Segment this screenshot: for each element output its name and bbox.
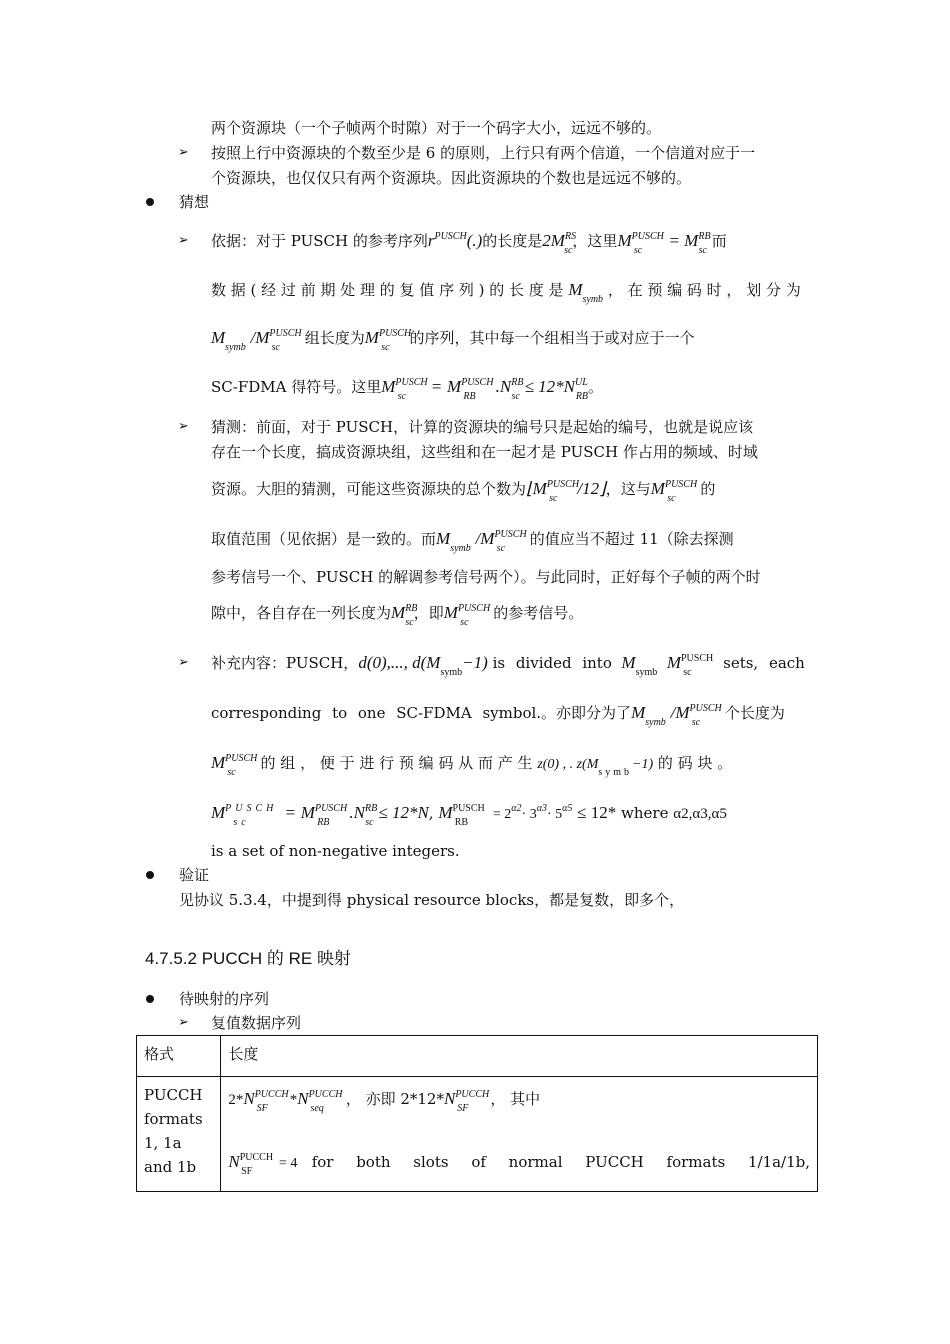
header-cell-length: 长度 — [221, 1036, 818, 1077]
bullet-heading: 验证 — [179, 866, 210, 884]
arrow-bullet-icon: ➢ — [178, 419, 189, 434]
supplement-line-1: 补充内容：PUSCH，d(0),..., $d(M_{symb}-1)$ is divided into $M_{symb}$ $M^{PUSCH}_{sc}$ sets, each — [211, 653, 805, 678]
supplement-line-2: corresponding to one SC-FDMA symbol.。亦即分为了$M_{symb}$ $/M^{PUSCH}_{sc}$ 个长度为 — [211, 703, 785, 728]
text-line: 个资源块，也仅仅只有两个资源块。因此资源块的个数也是远远不够的。 — [211, 169, 692, 187]
table-header-row — [137, 1036, 818, 1077]
format-cell: PUCCH formats 1, 1a and 1b — [137, 1077, 221, 1192]
speculation-line: 存在一个长度，搞成资源块组，这些组和在一起才是 PUSCH 作占用的频域、时域 — [211, 443, 758, 461]
format-length-table — [136, 1035, 818, 1192]
bullet-heading: 待映射的序列 — [179, 990, 270, 1008]
basis-line-4: SC-FDMA 得符号。这里$M^{PUSCH}_{sc} = M^{PUSCH}_{RB}.N^{RB}_{sc} \le 12*N^{UL}_{RB}$。 — [211, 377, 604, 402]
basis-line-2: 数 据 ( 经 过 前 期 处 理 的 复 值 序 列 ) 的 长 度 是 $M_{symb}$ ， 在 预 编 码 时 ， 划 分 为 — [211, 280, 801, 305]
speculation-line: 猜测：前面，对于 PUSCH，计算的资源块的编号只是起始的编号，也就是说应该 — [211, 418, 754, 436]
speculation-line-6: 隙中，各自存在一列长度为$M^{RB}_{sc}$，即$M^{PUSCH}_{sc}$ 的参考信号。 — [211, 603, 584, 628]
bullet-dot-icon — [146, 198, 154, 206]
text-line: 两个资源块（一个子帧两个时隙）对于一个码字大小，远远不够的。 — [211, 119, 662, 137]
sub-bullet-text: 复值数据序列 — [211, 1014, 302, 1032]
supplement-line-5: is a set of non-negative integers. — [211, 842, 460, 860]
verify-text: 见协议 5.3.4，中提到得 physical resource blocks，都是复数，即多个， — [179, 891, 685, 909]
speculation-line-3: 资源。大胆的猜测，可能这些资源块的总个数为$⌊M^{PUSCH}_{sc}/12⌋$，这与$M^{PUSCH}_{sc}$ 的 — [211, 479, 716, 504]
header-cell-format: 格式 — [137, 1036, 221, 1077]
arrow-bullet-icon: ➢ — [178, 655, 189, 670]
bullet-dot-icon — [146, 995, 154, 1003]
text-line: 按照上行中资源块的个数至少是 6 的原则，上行只有两个信道，一个信道对应于一 — [211, 144, 756, 162]
arrow-bullet-icon: ➢ — [178, 1015, 189, 1030]
supplement-line-4: $M^{PUSCH}_{sc} = M^{PUSCH}_{RB}.N^{RB}_{sc} \le 12*N$, $M^{PUSCH}_{RB} = 2^{\alpha 2}\cdot 3^{\alpha 3}\cdot 5^{\alpha 5} \le 12*$ where α2,α3,α5 — [211, 803, 727, 828]
bullet-dot-icon — [146, 871, 154, 879]
length-formula: $2*N^{PUCCH}_{SF}*N^{PUCCH}_{seq}$， 亦即 $2*12*N^{PUCCH}_{SF}$， 其中 — [228, 1089, 541, 1114]
table-row — [137, 1077, 818, 1192]
length-note: $N^{PUCCH}_{SF} = 4$ for both slots of normal PUCCH formats 1/1a/1b, — [228, 1152, 810, 1177]
arrow-bullet-icon: ➢ — [178, 233, 189, 248]
section-heading: 4.7.5.2 PUCCH 的 RE 映射 — [145, 949, 351, 968]
supplement-line-3: $M^{PUSCH}_{sc}$ 的 组 ， 便 于 进 行 预 编 码 从 而 产 生 z(0) , . $z(M_{symb}-1)$ 的 码 块 。 — [211, 753, 733, 778]
basis-line-3: $M_{symb}$ $/M^{PUSCH}_{sc}$ 组长度为$M^{PUSCH}_{sc}$的序列，其中每一个组相当于或对应于一个 — [211, 328, 695, 353]
length-cell — [221, 1077, 818, 1192]
arrow-bullet-icon: ➢ — [178, 145, 189, 160]
speculation-line-4: 取值范围（见依据）是一致的。而$M_{symb}$ $/M^{PUSCH}_{sc}$ 的值应当不超过 11（除去探测 — [211, 529, 734, 554]
speculation-line: 参考信号一个、PUSCH 的解调参考信号两个）。与此同时，正好每个子帧的两个时 — [211, 568, 761, 586]
bullet-heading: 猜想 — [179, 193, 210, 211]
basis-line-1: 依据：对于 PUSCH 的参考序列$r^{PUSCH}(.)$的长度是$2M^{RS}_{sc}$，这里$M^{PUSCH}_{sc} = M^{RB}_{sc}$ 而 — [211, 231, 727, 256]
